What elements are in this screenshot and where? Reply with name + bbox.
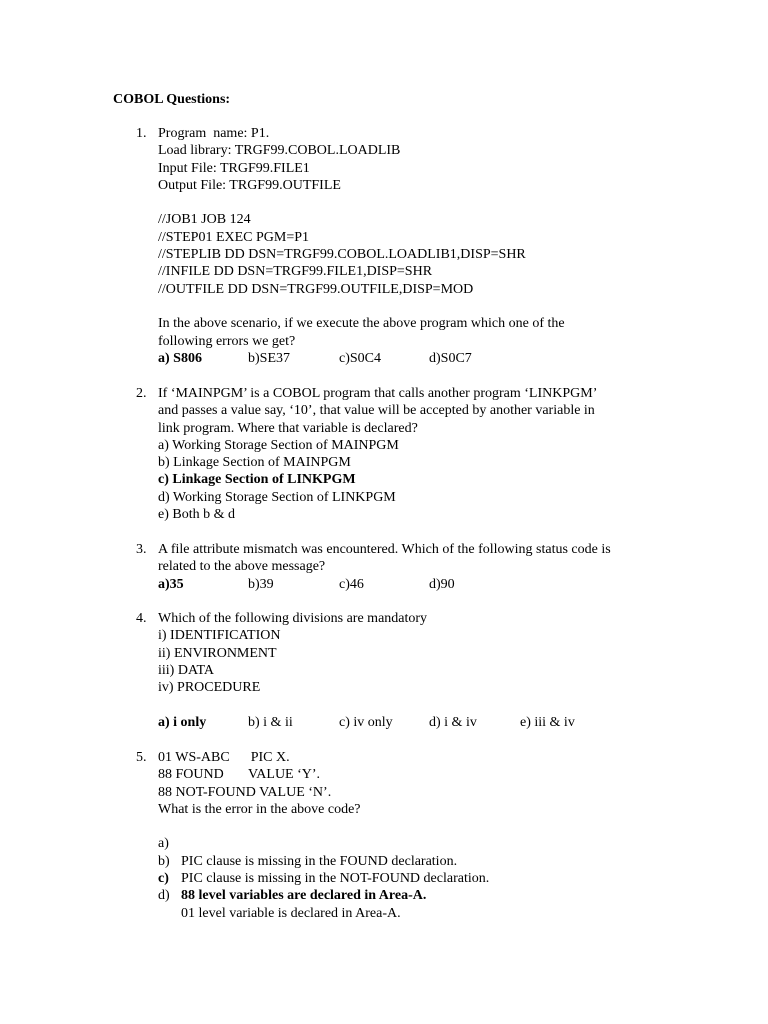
q2-option-e: e) Both b & d bbox=[158, 507, 235, 523]
q4-option-d: d) i & iv bbox=[429, 714, 477, 730]
q5-option-c-letter: c) bbox=[158, 871, 169, 887]
q4-item-2: ii) ENVIRONMENT bbox=[158, 645, 277, 661]
q5-question: What is the error in the above code? bbox=[158, 801, 361, 817]
q4-option-b: b) i & ii bbox=[248, 714, 293, 730]
q1-line-output-file: Output File: TRGF99.OUTFILE bbox=[158, 177, 341, 193]
q1-jcl-infile: //INFILE DD DSN=TRGF99.FILE1,DISP=SHR bbox=[158, 264, 433, 280]
q5-option-b-text: PIC clause is missing in the NOT-FOUND declaration. bbox=[181, 871, 490, 887]
q1-jcl-job: //JOB1 JOB 124 bbox=[158, 212, 251, 228]
q1-option-d: d)S0C7 bbox=[429, 350, 472, 366]
question-3-number: 3. bbox=[136, 542, 147, 557]
question-4-number: 4. bbox=[136, 611, 147, 626]
q5-code-line-2: 88 FOUND VALUE ‘Y’. bbox=[158, 767, 321, 783]
q4-option-c: c) iv only bbox=[339, 714, 393, 730]
q1-jcl-step: //STEP01 EXEC PGM=P1 bbox=[158, 229, 310, 245]
q5-option-d-text: 01 level variable is declared in Area-A. bbox=[181, 905, 401, 921]
q3-option-c: c)46 bbox=[339, 576, 364, 592]
q1-jcl-steplib: //STEPLIB DD DSN=TRGF99.COBOL.LOADLIB1,DISP=SHR bbox=[158, 247, 526, 263]
q4-item-4: iv) PROCEDURE bbox=[158, 680, 261, 696]
q4-question: Which of the following divisions are mandatory bbox=[158, 611, 428, 626]
q4-item-3: iii) DATA bbox=[158, 662, 215, 678]
question-3 bbox=[158, 541, 611, 593]
q5-option-d-letter: d) bbox=[158, 888, 170, 904]
blank-line bbox=[158, 696, 427, 713]
q1-line-input-file: Input File: TRGF99.FILE1 bbox=[158, 160, 310, 176]
blank-line bbox=[158, 194, 565, 211]
q5-option-b-letter: b) bbox=[158, 853, 170, 869]
q1-line-load-library: Load library: TRGF99.COBOL.LOADLIB bbox=[158, 143, 401, 159]
q3-option-d: d)90 bbox=[429, 576, 455, 592]
q2-question-line-3: link program. Where that variable is declared? bbox=[158, 420, 418, 436]
blank-line bbox=[158, 298, 565, 315]
q4-option-a-answer: a) i only bbox=[158, 714, 207, 730]
question-2-number: 2. bbox=[136, 386, 147, 401]
question-1-number: 1. bbox=[136, 126, 147, 141]
q1-line-program-name: Program name: P1. bbox=[158, 126, 270, 141]
q4-option-e: e) iii & iv bbox=[520, 714, 575, 730]
q2-option-b: b) Linkage Section of MAINPGM bbox=[158, 455, 351, 471]
q5-option-c-text: 88 level variables are declared in Area-A. bbox=[181, 888, 427, 904]
q1-option-b: b)SE37 bbox=[248, 350, 290, 366]
q2-option-a: a) Working Storage Section of MAINPGM bbox=[158, 437, 399, 453]
q5-code-line-3: 88 NOT-FOUND VALUE ‘N’. bbox=[158, 784, 332, 800]
q4-options bbox=[158, 714, 575, 731]
q1-question-line-2: following errors we get? bbox=[158, 333, 296, 349]
q5-option-a bbox=[158, 818, 458, 869]
question-1 bbox=[158, 125, 565, 367]
q4-item-1: i) IDENTIFICATION bbox=[158, 628, 281, 644]
q2-question-line-2: and passes a value say, ‘10’, that value will be accepted by another variable in bbox=[158, 403, 595, 419]
q1-jcl-outfile: //OUTFILE DD DSN=TRGF99.OUTFILE,DISP=MOD bbox=[158, 281, 474, 297]
question-2 bbox=[158, 385, 597, 523]
q1-options bbox=[158, 350, 565, 367]
question-4 bbox=[158, 610, 575, 731]
q2-question-line-1: If ‘MAINPGM’ is a COBOL program that calls another program ‘LINKPGM’ bbox=[158, 386, 598, 401]
q1-option-c: c)S0C4 bbox=[339, 350, 381, 366]
q1-question-line-1: In the above scenario, if we execute the above program which one of the bbox=[158, 316, 565, 332]
question-5-number: 5. bbox=[136, 750, 147, 765]
q1-option-a-answer: a) S806 bbox=[158, 350, 202, 366]
q5-option-a-letter: a) bbox=[158, 836, 169, 852]
q2-option-d: d) Working Storage Section of LINKPGM bbox=[158, 489, 396, 505]
q5-option-a-text: PIC clause is missing in the FOUND declaration. bbox=[181, 853, 458, 869]
q3-question-line-2: related to the above message? bbox=[158, 559, 326, 575]
question-5 bbox=[158, 749, 490, 921]
page-title: COBOL Questions: bbox=[113, 92, 231, 107]
q3-option-a-answer: a)35 bbox=[158, 576, 184, 592]
q5-code-line-1: 01 WS-ABC PIC X. bbox=[158, 750, 290, 765]
q3-question-line-1: A file attribute mismatch was encountered. Which of the following status code is bbox=[158, 542, 611, 557]
q3-options bbox=[158, 576, 611, 593]
q2-option-c-answer: c) Linkage Section of LINKPGM bbox=[158, 472, 356, 488]
q3-option-b: b)39 bbox=[248, 576, 274, 592]
